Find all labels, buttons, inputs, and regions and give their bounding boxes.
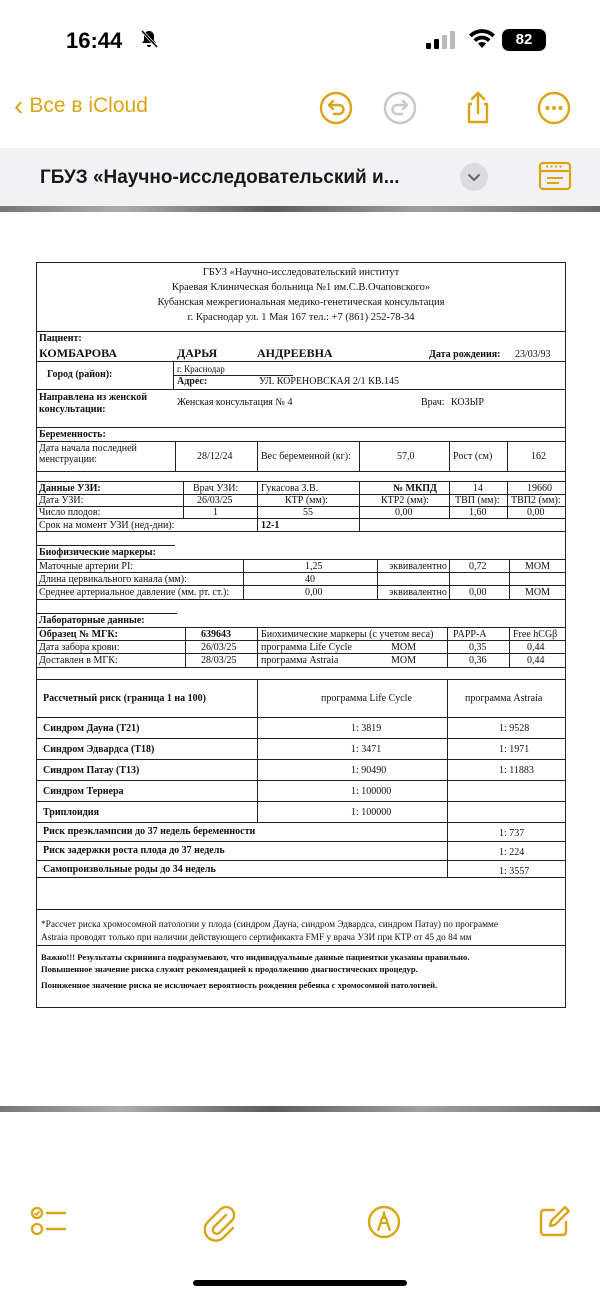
uzi-label: Данные УЗИ: [39, 483, 101, 494]
lmp-label: Дата начала последней менструации: [39, 443, 137, 465]
divider [37, 841, 565, 842]
divider [37, 471, 565, 472]
pregnancy-label: Беременность: [39, 429, 106, 440]
wifi-icon [468, 28, 496, 50]
tvp-value: 1,60 [469, 507, 487, 518]
divider [37, 801, 565, 802]
divider [257, 627, 258, 667]
checklist-button[interactable] [30, 1204, 68, 1238]
divider [37, 361, 565, 362]
divider [37, 780, 565, 781]
divider [37, 759, 565, 760]
blood-date-value: 26/03/25 [201, 642, 237, 653]
divider [37, 572, 565, 573]
divider [359, 481, 360, 531]
battery-indicator: 82 [502, 29, 546, 51]
patient-surname: КОМБАРОВА [39, 346, 118, 360]
address-label: Адрес: [177, 376, 208, 387]
divider [509, 627, 510, 667]
risk-preterm-value: 1: 3557 [499, 866, 530, 877]
footnote-line-3: Повышенное значение риска служит рекомендацией к продолжению диагностических процедур. [41, 964, 418, 974]
divider [37, 506, 565, 507]
divider [447, 679, 448, 877]
divider [175, 441, 176, 471]
risk-label-turner: Синдром Тернера [43, 786, 124, 797]
divider [257, 441, 258, 471]
cellular-signal-icon [426, 31, 458, 49]
papp-value-1: 0,35 [469, 642, 487, 653]
risk-label-t18: Синдром Эдвардса (Т18) [43, 744, 155, 755]
divider [37, 667, 565, 668]
divider [37, 822, 565, 823]
risk-label-t13: Синдром Патау (Т13) [43, 765, 140, 776]
lab-mom-1: МОМ [391, 642, 417, 653]
risk-preterm-label: Самопроизвольные роды до 34 недель [43, 864, 216, 875]
biophys-label-cervix: Длина цервикального канала (мм): [39, 574, 187, 585]
divider [257, 481, 258, 531]
scan-document-icon[interactable] [538, 161, 572, 191]
risk-lc-t13: 1: 90490 [351, 765, 387, 776]
attachment-title-bar [0, 148, 600, 206]
chevron-left-icon: ‹ [14, 90, 24, 121]
divider [37, 877, 565, 878]
biophys-value-cervix: 40 [305, 574, 315, 585]
tvp2-label: ТВП2 (мм): [511, 495, 561, 506]
divider [37, 945, 565, 946]
form-header [37, 265, 565, 325]
divider [37, 640, 565, 641]
risk-label-t21: Синдром Дауна (Т21) [43, 723, 140, 734]
divider [37, 389, 565, 390]
header-line: г. Краснодар ул. 1 Мая 167 тел.: +7 (861) 252-78-34 [187, 312, 415, 323]
divider [447, 627, 448, 667]
share-button[interactable] [460, 90, 496, 126]
header-line: ГБУЗ «Научно-исследовательский институт [202, 267, 400, 278]
uzi-date-value: 26/03/25 [197, 495, 233, 506]
divider [449, 559, 450, 599]
sample-label: Образец № МГК: [39, 629, 118, 640]
lab-label: Лабораторные данные: [39, 615, 145, 626]
mkpd-value-b: 19660 [527, 483, 552, 494]
risk-growth-value: 1: 224 [499, 847, 525, 858]
uzi-doctor-value: Гукасова З.В. [261, 483, 319, 494]
divider [37, 627, 565, 628]
city-value: г. Краснодар [177, 364, 225, 374]
footnote-line-2: Astraia проводят только при наличии действующего сертификакта FMF у врача УЗИ при КТР от 45 до 84 мм [41, 933, 472, 943]
uzi-date-label: Дата УЗИ: [39, 495, 84, 506]
mkpd-label: № МКПД [393, 483, 437, 494]
biophys-label: Биофизические маркеры: [39, 547, 156, 558]
risk-col-life-cycle: программа Life Cycle [321, 693, 412, 704]
attachment-title: ГБУЗ «Научно-исследовательский и... [40, 167, 400, 188]
divider [37, 717, 565, 718]
biophys-value-pressure: 0,00 [305, 587, 323, 598]
divider [173, 375, 293, 376]
hcg-value-2: 0,44 [527, 655, 545, 666]
divider [243, 559, 244, 599]
footnote-line-1: *Рассчет риска хромосомной патологии у плода (синдром Дауна, синдром Эдвардса, синдром Патау) по программе [41, 920, 498, 930]
footnote-line-4: Пониженное значение риска не исключает вероятность рождения ребенка с хромосомной патологией. [41, 980, 438, 990]
patient-name: ДАРЬЯ [177, 346, 218, 360]
risk-header: Рассчетный риск (граница 1 на 100) [43, 693, 206, 704]
divider [37, 531, 565, 532]
blood-date-label: Дата забора крови: [39, 642, 120, 653]
markup-pen-button[interactable] [366, 1204, 402, 1240]
weight-value: 57,0 [397, 451, 415, 462]
risk-lc-t18: 1: 3471 [351, 744, 382, 755]
more-button[interactable] [536, 90, 572, 126]
risk-lc-t21: 1: 3819 [351, 723, 382, 734]
biophys-value-pi: 1,25 [305, 561, 323, 572]
compose-button[interactable] [536, 1204, 572, 1240]
divider [37, 599, 565, 600]
divider [37, 679, 565, 680]
divider [37, 494, 565, 495]
screening-form [36, 262, 566, 1008]
biophys-label-pi: Маточные артерии PI: [39, 561, 134, 572]
divider [507, 481, 508, 518]
tvp2-value: 0,00 [527, 507, 545, 518]
biophys-label-pressure: Среднее артериальное давление (мм. рт. ст.): [39, 587, 230, 598]
birth-label: Дата рождения: [429, 349, 501, 360]
risk-lc-triploidy: 1: 100000 [351, 807, 392, 818]
divider [37, 545, 175, 546]
divider [185, 627, 186, 667]
address-value: УЛ. КОРЕНОВСКАЯ 2/1 КВ.145 [259, 376, 400, 387]
divider [449, 441, 450, 471]
lab-program-life-cycle: программа Life Cycle [261, 642, 352, 653]
risk-astraia-t18: 1: 1971 [499, 744, 530, 755]
home-indicator [193, 1280, 407, 1286]
divider [509, 559, 510, 599]
bio-markers-label: Биохимические маркеры (с учетом веса) [261, 629, 434, 640]
divider [37, 613, 177, 614]
bell-muted-icon [138, 28, 160, 50]
ktr2-label: КТР2 (мм): [381, 495, 429, 506]
patient-label: Пациент: [39, 333, 82, 344]
status-bar [0, 0, 600, 80]
delivered-value: 28/03/25 [201, 655, 237, 666]
biophys-unit-pi: МОМ [525, 561, 551, 572]
scanned-document [0, 206, 600, 1126]
lmp-value: 28/12/24 [197, 451, 233, 462]
ktr2-value: 0,00 [395, 507, 413, 518]
sample-value: 639643 [201, 629, 231, 640]
referral-value: Женская консультация № 4 [177, 397, 293, 408]
lab-mom-2: МОМ [391, 655, 417, 666]
ktr-label: КТР (мм): [285, 495, 328, 506]
risk-growth-label: Риск задержки роста плода до 37 недель [43, 845, 225, 856]
divider [449, 481, 450, 518]
divider [37, 331, 565, 332]
doctor-label: Врач: [421, 397, 445, 408]
uzi-doctor-label: Врач УЗИ: [193, 483, 239, 494]
lab-program-astraia: программа Astraia [261, 655, 339, 666]
risk-preeclampsia-value: 1: 737 [499, 828, 525, 839]
divider [37, 559, 565, 560]
term-value: 12-1 [261, 520, 280, 531]
tvp-label: ТВП (мм): [455, 495, 500, 506]
scan-edge-bottom [0, 1106, 600, 1112]
divider [37, 909, 565, 910]
status-time: 16:44 [66, 28, 123, 53]
header-line: Кубанская межрегиональная медико-генетическая консультация [157, 297, 445, 308]
back-button[interactable] [14, 92, 148, 120]
divider [37, 481, 565, 482]
divider [183, 481, 184, 518]
divider [37, 427, 565, 428]
referral-label: Направлена из женской консультации: [39, 392, 147, 415]
papp-value-2: 0,36 [469, 655, 487, 666]
fetus-value: 1 [213, 507, 218, 518]
divider [507, 441, 508, 471]
risk-astraia-t13: 1: 11883 [499, 765, 534, 776]
mkpd-value-a: 14 [473, 483, 483, 494]
divider [37, 860, 565, 861]
risk-lc-turner: 1: 100000 [351, 786, 392, 797]
city-label: Город (район): [47, 369, 113, 380]
redo-button[interactable] [382, 90, 418, 126]
height-label: Рост (см) [453, 451, 493, 462]
undo-button[interactable] [318, 90, 354, 126]
back-label: Все в iCloud [29, 94, 148, 117]
chevron-down-icon[interactable] [460, 163, 488, 191]
weight-label: Вес беременной (кг): [261, 451, 351, 462]
biophys-mom-pi: 0,72 [469, 561, 487, 572]
patient-patronymic: АНДРЕЕВНА [257, 346, 333, 360]
attachment-button[interactable] [202, 1204, 236, 1242]
ktr-value: 55 [303, 507, 313, 518]
height-value: 162 [531, 451, 546, 462]
delivered-label: Доставлен в МГК: [39, 655, 118, 666]
divider [37, 585, 565, 586]
biophys-mom-pressure: 0,00 [469, 587, 487, 598]
fetus-label: Число плодов: [39, 507, 101, 518]
papp-header: PAPP-A [453, 629, 487, 640]
birth-date: 23/03/93 [515, 349, 551, 360]
footnote-important: Важно!!! Результаты скрининга подразумевают, что индивидуальные данные пациентки указаны правильно. [41, 952, 470, 962]
divider [37, 441, 565, 442]
doctor-value: КОЗЫР [451, 397, 484, 408]
risk-astraia-t21: 1: 9528 [499, 723, 530, 734]
divider [37, 518, 565, 519]
risk-preeclampsia-label: Риск преэклампсии до 37 недель беременности [43, 826, 256, 837]
biophys-eq-pi: эквивалентно [389, 561, 447, 572]
biophys-eq-pressure: эквивалентно [389, 587, 447, 598]
divider [377, 559, 378, 599]
nav-bar [0, 80, 600, 136]
term-label: Срок на момент УЗИ (нед-дни): [39, 520, 175, 531]
hcg-header: Free hCGβ [513, 629, 558, 640]
header-line: Краевая Клиническая больница №1 им.С.В.Очаповского» [171, 282, 431, 293]
risk-label-triploidy: Триплоидия [43, 807, 99, 818]
biophys-unit-pressure: МОМ [525, 587, 551, 598]
bottom-toolbar [0, 1190, 600, 1260]
divider [359, 441, 360, 471]
risk-col-astraia: программа Astraia [465, 693, 543, 704]
divider [37, 653, 565, 654]
divider [37, 738, 565, 739]
hcg-value-1: 0,44 [527, 642, 545, 653]
scan-edge-top [0, 206, 600, 212]
divider [257, 679, 258, 822]
